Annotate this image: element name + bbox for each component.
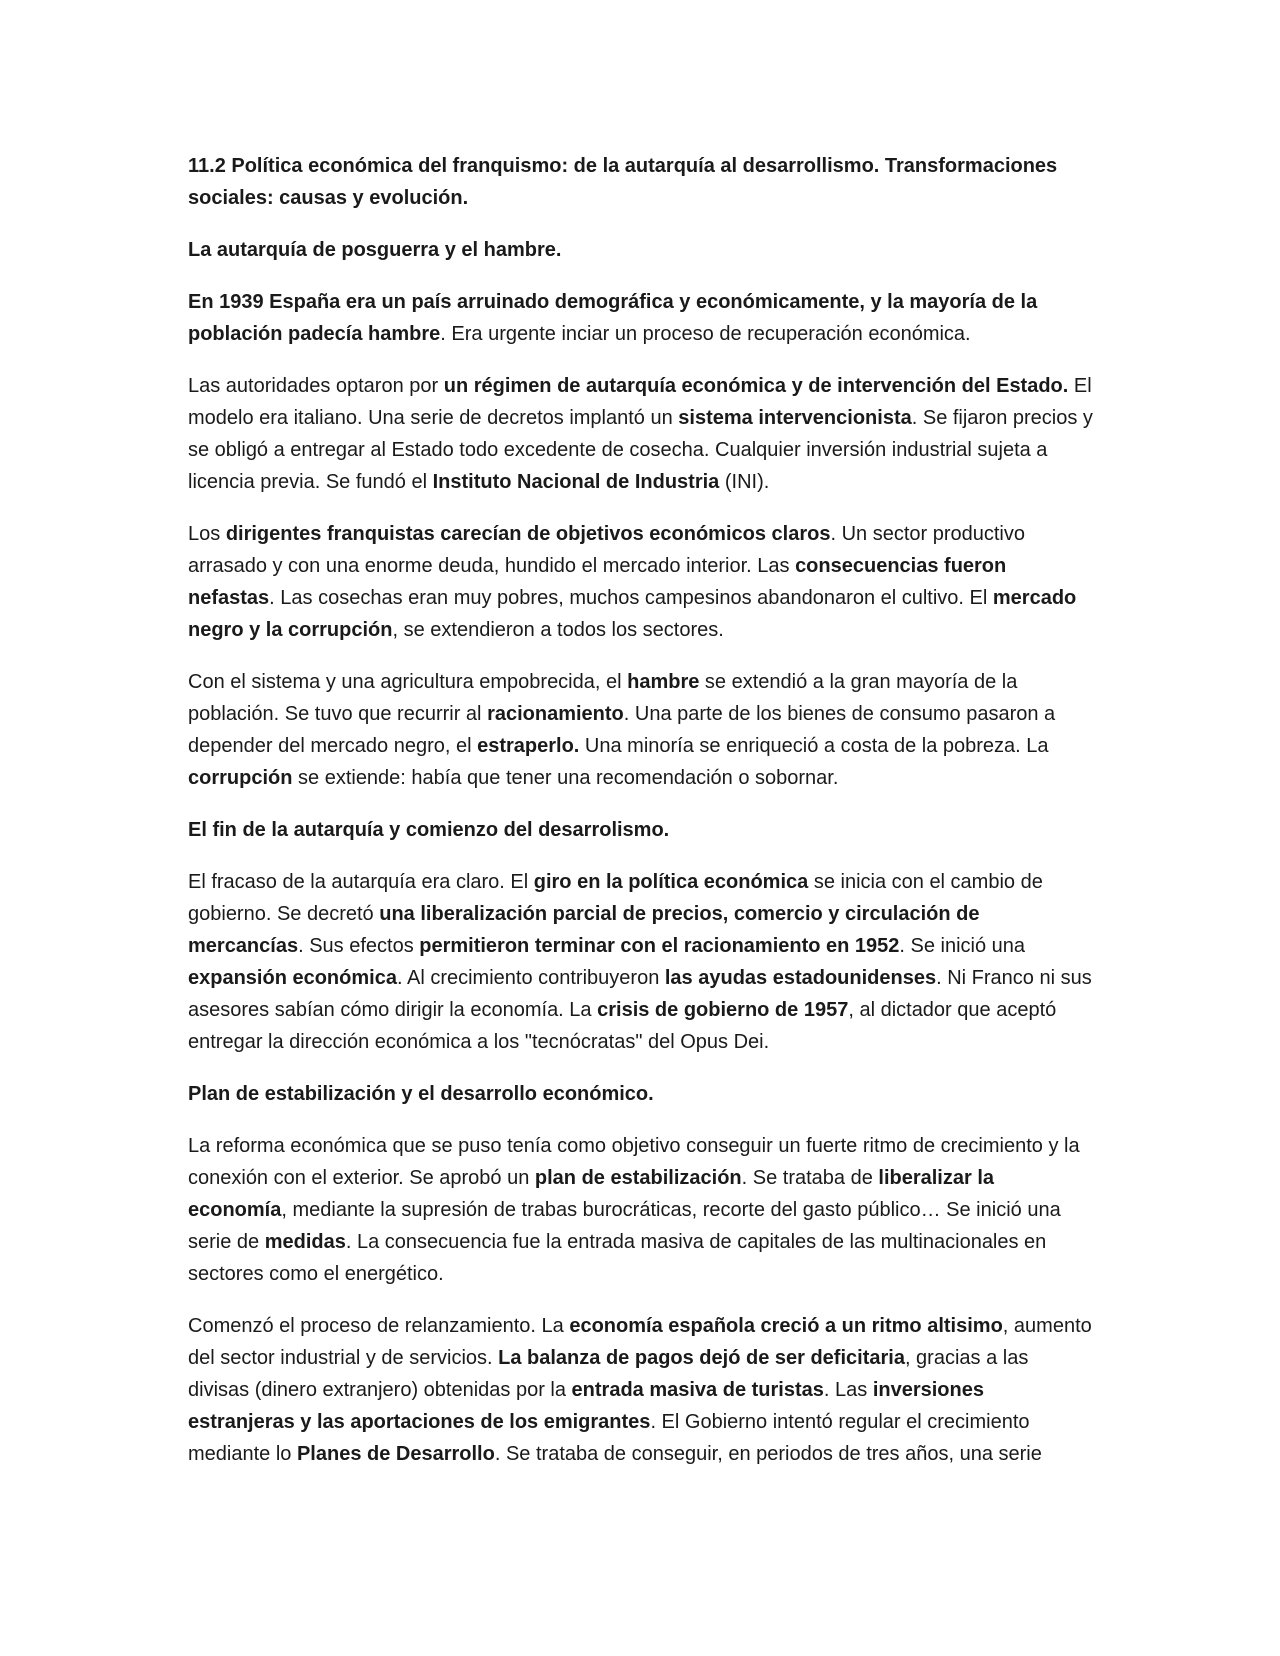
bold-text: un régimen de autarquía económica y de intervención del Estado.	[443, 375, 1069, 397]
text-run: El modelo era italiano. Una serie de decretos implantó un	[188, 375, 1092, 429]
section-heading-autarquia: La autarquía de posguerra y el hambre.	[188, 239, 562, 261]
text-run: Una minoría se enriqueció a costa de la pobreza. La	[579, 735, 1049, 757]
text-run: , gracias a las divisas (dinero extranjero) obtenidas por la	[188, 1347, 1029, 1401]
paragraph-2	[188, 370, 1093, 498]
bold-text: plan de estabilización	[534, 1167, 742, 1189]
text-run: . Era urgente inciar un proceso de recuperación económica.	[440, 323, 971, 345]
document-title: 11.2 Política económica del franquismo: de la autarquía al desarrollismo. Transformaciones sociales: causas y evolución.	[188, 155, 1058, 209]
document-body	[188, 150, 1093, 1490]
bold-text: En 1939 España era un país arruinado demográfica y económicamente, y la mayoría de la población padecía hambre	[188, 291, 1038, 345]
paragraph-6	[188, 1130, 1093, 1290]
text-run: La reforma económica que se puso tenía como objetivo conseguir un fuerte ritmo de crecimiento y la conexión con el exterior. Se aprobó un	[188, 1135, 1080, 1189]
bold-text: Instituto Nacional de Industria	[432, 471, 720, 493]
text-run: se inicia con el cambio de gobierno. Se decretó	[188, 871, 1043, 925]
bold-text: dirigentes franquistas carecían de objetivos económicos claros	[225, 523, 831, 545]
text-run: (INI).	[719, 471, 770, 493]
text-run: Con el sistema y una agricultura empobrecida, el	[188, 671, 628, 693]
text-run: Las autoridades optaron por	[188, 375, 444, 397]
text-run: . Se trataba de	[741, 1167, 879, 1189]
paragraph-7	[188, 1310, 1093, 1470]
section-heading-estabilizacion: Plan de estabilización y el desarrollo económico.	[188, 1083, 654, 1105]
paragraph-4	[188, 666, 1093, 794]
bold-text: mercado negro y la corrupción	[188, 587, 1077, 641]
paragraph-1	[188, 286, 1093, 350]
text-run: . Se inició una	[899, 935, 1026, 957]
bold-text: inversiones estranjeras y las aportaciones de los emigrantes	[188, 1379, 984, 1433]
text-run: se extiende: había que tener una recomendación o sobornar.	[292, 767, 839, 789]
bold-text: permitieron terminar con el racionamiento en 1952	[419, 935, 900, 957]
text-run: . Un sector productivo arrasado y con una enorme deuda, hundido el mercado interior. Las	[188, 523, 1025, 577]
bold-text: medidas	[264, 1231, 346, 1253]
bold-text: consecuencias fueron nefastas	[188, 555, 1007, 609]
section-heading-desarrolismo: El fin de la autarquía y comienzo del desarrolismo.	[188, 819, 670, 841]
bold-text: racionamiento	[487, 703, 624, 725]
text-run: , se extendieron a todos los sectores.	[392, 619, 724, 641]
bold-text: sistema intervencionista	[678, 407, 912, 429]
bold-text: hambre	[627, 671, 700, 693]
bold-text: giro en la política económica	[533, 871, 809, 893]
text-run: . Una parte de los bienes de consumo pasaron a depender del mercado negro, el	[188, 703, 1056, 757]
bold-text: expansión económica	[188, 967, 397, 989]
bold-text: Planes de Desarrollo	[296, 1443, 495, 1465]
text-run: . Se trataba de conseguir, en periodos de tres años, una serie	[494, 1443, 1042, 1465]
bold-text: corrupción	[188, 767, 293, 789]
bold-text: economía española creció a un ritmo altisimo	[569, 1315, 1003, 1337]
bold-text: crisis de gobierno de 1957	[597, 999, 849, 1021]
text-run: , al dictador que aceptó entregar la dirección económica a los "tecnócratas" del Opus Dei.	[188, 999, 1057, 1053]
bold-text: liberalizar la economía	[188, 1167, 995, 1221]
paragraph-3	[188, 518, 1093, 646]
text-run: , aumento del sector industrial y de servicios.	[188, 1315, 1092, 1369]
paragraph-5	[188, 866, 1093, 1058]
bold-text: una liberalización parcial de precios, comercio y circulación de mercancías	[188, 903, 980, 957]
text-run: . Las	[823, 1379, 873, 1401]
text-run: . El Gobierno intentó regular el crecimiento mediante lo	[188, 1411, 1030, 1465]
text-run: . La consecuencia fue la entrada masiva de capitales de las multinacionales en sectores como el energético.	[188, 1231, 1047, 1285]
text-run: El fracaso de la autarquía era claro. El	[188, 871, 534, 893]
text-run: , mediante la supresión de trabas burocráticas, recorte del gasto público… Se inició una serie de	[188, 1199, 1061, 1253]
bold-text: estraperlo.	[477, 735, 580, 757]
text-run: se extendió a la gran mayoría de la población. Se tuvo que recurrir al	[188, 671, 1018, 725]
bold-text: las ayudas estadounidenses	[664, 967, 937, 989]
text-run: . Las cosechas eran muy pobres, muchos campesinos abandonaron el cultivo. El	[269, 587, 993, 609]
text-run: . Al crecimiento contribuyeron	[396, 967, 665, 989]
text-run: Comenzó el proceso de relanzamiento. La	[188, 1315, 570, 1337]
text-run: Los	[188, 523, 226, 545]
bold-text: entrada masiva de turistas	[571, 1379, 824, 1401]
text-run: . Se fijaron precios y se obligó a entregar al Estado todo excedente de cosecha. Cualquier inversión industrial sujeta a licencia previa. Se fundó el	[188, 407, 1093, 493]
text-run: . Sus efectos	[298, 935, 420, 957]
bold-text: La balanza de pagos dejó de ser deficitaria	[498, 1347, 905, 1369]
text-run: . Ni Franco ni sus asesores sabían cómo dirigir la economía. La	[188, 967, 1092, 1021]
